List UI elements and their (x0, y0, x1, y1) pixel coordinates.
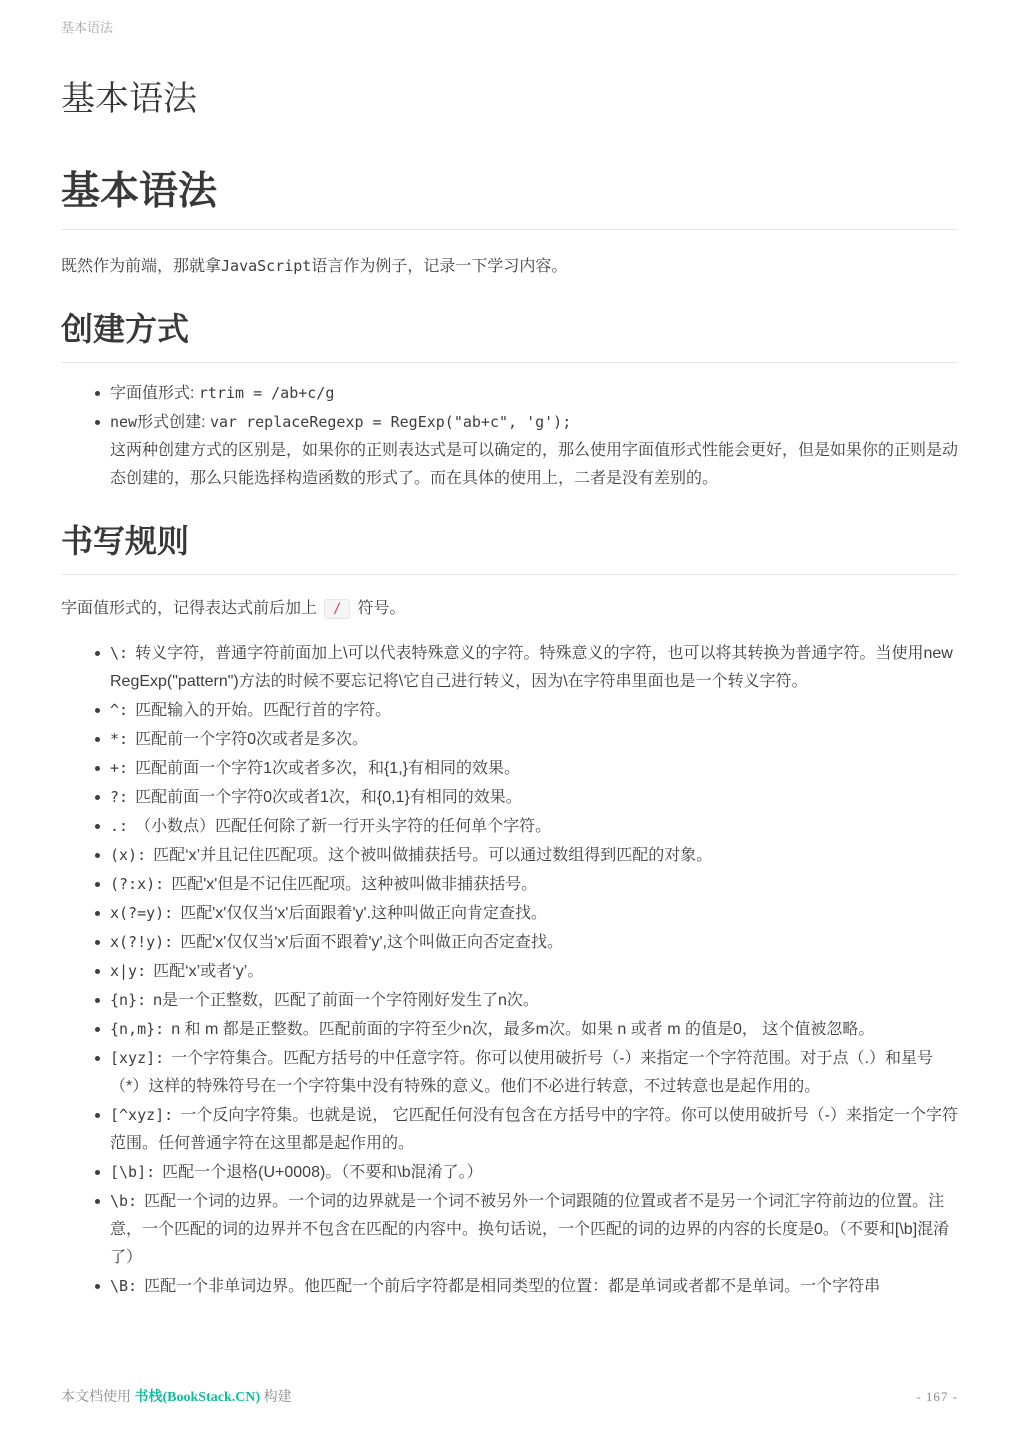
running-header: 基本语法 (61, 20, 114, 35)
section-heading-writing-rules: 书写规则 (61, 523, 958, 575)
list-item (110, 639, 958, 696)
bookstack-brand-link[interactable]: 书栈(BookStack.CN) (134, 1390, 261, 1405)
list-item (110, 841, 958, 870)
intro-text-pre: 既然作为前端，那就拿 (61, 258, 222, 276)
intro-text-post: 语言作为例子，记录一下学习内容。 (311, 258, 568, 276)
document-title: 基本语法 (61, 80, 197, 118)
rule-text: 转义字符，普通字符前面加上\可以代表特殊意义的字符。特殊意义的字符，也可以将其转换为普通字符。当使用new RegExp("pattern")方法的时候不要忘记将\它自己进行转义，因为\在字符串里面也是一个转义字符。 (110, 644, 953, 690)
list-item (110, 379, 958, 408)
list-item (110, 899, 958, 928)
slash-inline-code: / (324, 599, 350, 619)
rule-text: 匹配‘x’或者‘y’。 (153, 962, 264, 980)
text-segment: 形式创建: (137, 414, 210, 432)
list-item (110, 696, 958, 725)
list-item (110, 870, 958, 899)
page-footer (61, 1386, 958, 1406)
rule-text: 匹配‘x’并且记住匹配项。这个被叫做捕获括号。可以通过数组得到匹配的对象。 (153, 846, 713, 864)
list-item (110, 754, 958, 783)
list-item (110, 928, 958, 957)
rules-intro-suffix: 符号。 (357, 599, 406, 617)
rule-text: 匹配前面一个字符0次或者1次，和{0,1}有相同的效果。 (135, 788, 522, 806)
rule-text: 匹配一个词的边界。一个词的边界就是一个词不被另外一个词跟随的位置或者不是另一个词汇字符前边的位置。注意，一个匹配的词的边界并不包含在匹配的内容中。换句话说，一个匹配的词的边界的内容的长度是0。（不要和[\b]混淆了） (110, 1192, 950, 1266)
list-item (110, 408, 958, 493)
list-item (110, 1187, 958, 1272)
rule-symbol: [xyz]: (110, 1048, 165, 1067)
footer-prefix: 本文档使用 (61, 1390, 135, 1405)
rule-symbol: (?:x): (110, 874, 165, 893)
rule-symbol: +: (110, 758, 129, 777)
list-item (110, 783, 958, 812)
rule-symbol: .: (110, 816, 129, 835)
rule-symbol: x(?!y): (110, 932, 174, 951)
rule-text: n是一个正整数，匹配了前面一个字符刚好发生了n次。 (153, 991, 539, 1009)
rule-symbol: (x): (110, 845, 147, 864)
rule-symbol: *: (110, 729, 129, 748)
rule-symbol: \B: (110, 1276, 138, 1295)
list-item (110, 957, 958, 986)
code-segment: rtrim = /ab+c/g (198, 384, 335, 403)
footer-build-note (61, 1386, 292, 1406)
rule-symbol: \: (110, 643, 129, 662)
list-item (110, 812, 958, 841)
list-item (110, 1158, 958, 1187)
page-number: - 167 - (916, 1389, 958, 1404)
rule-text: 匹配'x'但是不记住匹配项。这种被叫做非捕获括号。 (171, 875, 538, 893)
list-item (110, 986, 958, 1015)
rule-symbol: \b: (110, 1191, 138, 1210)
rule-text: 匹配一个退格(U+0008)。（不要和\b混淆了。） (162, 1163, 483, 1181)
code-segment: new (110, 413, 138, 432)
rule-symbol: x|y: (110, 961, 147, 980)
rule-symbol: {n,m}: (110, 1019, 165, 1038)
text-segment: 字面值形式: (110, 385, 199, 403)
rule-text: 匹配前一个字符0次或者是多次。 (135, 730, 368, 748)
regex-rules-list (61, 639, 958, 1301)
intro-paragraph (61, 252, 958, 281)
rule-symbol: x(?=y): (110, 903, 174, 922)
rule-text: 一个字符集合。匹配方括号的中任意字符。你可以使用破折号（-）来指定一个字符范围。对于点（.）和星号（*）这样的特殊符号在一个字符集中没有特殊的意义。他们不必进行转意，不过转意也是起作用的。 (110, 1049, 933, 1095)
rule-text: n 和 m 都是正整数。匹配前面的字符至少n次，最多m次。如果 n 或者 m 的值是0， 这个值被忽略。 (171, 1020, 875, 1038)
intro-code-javascript: JavaScript (221, 257, 312, 276)
section-heading-creation: 创建方式 (61, 311, 958, 363)
code-segment: var replaceRegexp = RegExp("ab+c", 'g'); (210, 413, 572, 432)
rule-symbol: ^: (110, 700, 129, 719)
rule-symbol: ?: (110, 787, 129, 806)
rule-symbol: [\b]: (110, 1162, 156, 1181)
rule-symbol: [^xyz]: (110, 1105, 174, 1124)
rule-symbol: {n}: (110, 990, 147, 1009)
rules-intro-prefix: 字面值形式的，记得表达式前后加上 (61, 599, 318, 617)
rule-text: 匹配前面一个字符1次或者多次，和{1,}有相同的效果。 (135, 759, 520, 777)
list-item (110, 1015, 958, 1044)
list-item (110, 1101, 958, 1158)
rule-text: 匹配'x'仅仅当'x'后面不跟着'y',这个叫做正向否定查找。 (180, 933, 563, 951)
footer-suffix: 构建 (260, 1390, 292, 1405)
list-item (110, 1272, 958, 1301)
creation-methods-list (61, 379, 958, 493)
rule-text: 匹配一个非单词边界。他匹配一个前后字符都是相同类型的位置：都是单词或者都不是单词。一个字符串 (144, 1277, 881, 1295)
list-item-note: 这两种创建方式的区别是，如果你的正则表达式是可以确定的，那么使用字面值形式性能会更好，但是如果你的正则是动态创建的，那么只能选择构造函数的形式了。而在具体的使用上，二者是没有差别的。 (110, 442, 959, 488)
rule-text: 匹配输入的开始。匹配行首的字符。 (135, 701, 392, 719)
rules-intro-paragraph (61, 595, 958, 623)
rule-text: 一个反向字符集。也就是说， 它匹配任何没有包含在方括号中的字符。你可以使用破折号（-）来指定一个字符范围。任何普通字符在这里都是起作用的。 (110, 1106, 958, 1152)
section-heading-basic-syntax: 基本语法 (61, 170, 958, 230)
rule-text: （小数点）匹配任何除了新一行开头字符的任何单个字符。 (135, 817, 552, 835)
list-item (110, 1044, 958, 1101)
rule-text: 匹配'x'仅仅当'x'后面跟着'y'.这种叫做正向肯定查找。 (180, 904, 547, 922)
list-item (110, 725, 958, 754)
